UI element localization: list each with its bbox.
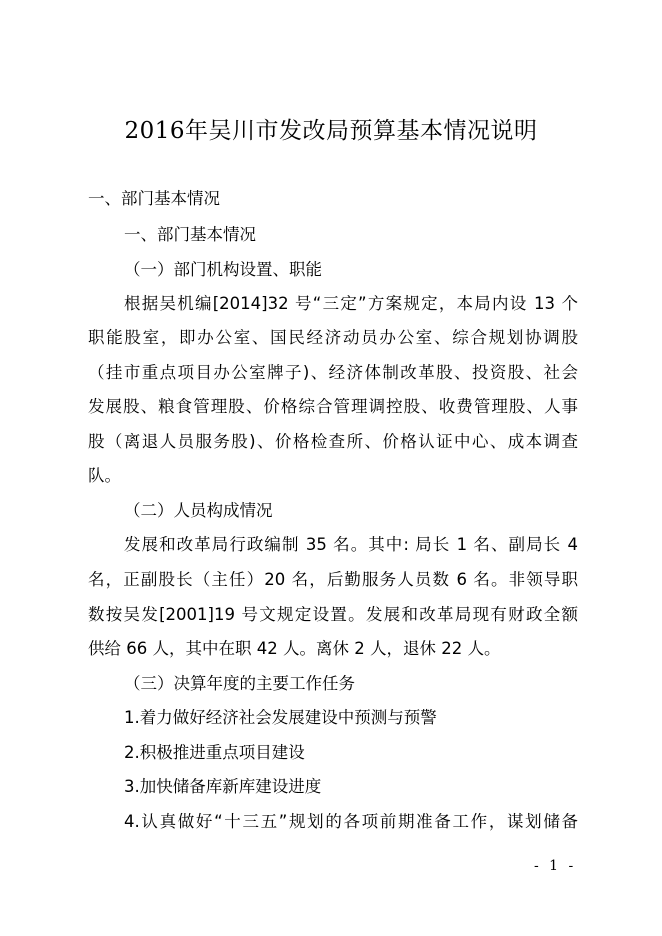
sub-heading: 一、部门基本情况 bbox=[124, 225, 256, 244]
paragraph-line: 发展和改革局行政编制 35 名。其中: 局长 1 名、副局长 4 bbox=[124, 535, 578, 554]
paragraph-line: 数按吴发[2001]19 号文规定设置。发展和改革局现有财政全额 bbox=[88, 605, 578, 624]
task-item: 3.加快储备库新库建设进度 bbox=[124, 777, 322, 796]
subsection-heading-tasks: （三）决算年度的主要工作任务 bbox=[124, 674, 355, 693]
task-item: 4.认真做好“十三五”规划的各项前期准备工作，谋划储备 bbox=[124, 812, 578, 831]
section-heading: 一、部门基本情况 bbox=[88, 189, 220, 208]
subsection-heading-staff: （二）人员构成情况 bbox=[124, 501, 273, 520]
paragraph-line: 职能股室，即办公室、国民经济动员办公室、综合规划协调股 bbox=[88, 328, 578, 347]
paragraph-line: 根据吴机编[2014]32 号“三定”方案规定，本局内设 13 个 bbox=[124, 294, 578, 313]
page-number: - 1 - bbox=[534, 858, 577, 874]
paragraph-line: （挂市重点项目办公室牌子)、经济体制改革股、投资股、社会 bbox=[88, 363, 578, 382]
paragraph-line: 队。 bbox=[88, 466, 121, 485]
task-item: 1.着力做好经济社会发展建设中预测与预警 bbox=[124, 708, 437, 727]
task-item: 2.积极推进重点项目建设 bbox=[124, 743, 305, 762]
page-title: 2016年吴川市发改局预算基本情况说明 bbox=[124, 118, 538, 144]
paragraph-line: 名，正副股长（主任）20 名，后勤服务人员数 6 名。非领导职 bbox=[88, 570, 578, 589]
paragraph-line: 股（离退人员服务股)、价格检查所、价格认证中心、成本调查 bbox=[88, 432, 578, 451]
subsection-heading-structure: （一）部门机构设置、职能 bbox=[124, 260, 322, 279]
paragraph-line: 供给 66 人，其中在职 42 人。离休 2 人，退休 22 人。 bbox=[88, 639, 501, 658]
paragraph-line: 发展股、粮食管理股、价格综合管理调控股、收费管理股、人事 bbox=[88, 397, 578, 416]
